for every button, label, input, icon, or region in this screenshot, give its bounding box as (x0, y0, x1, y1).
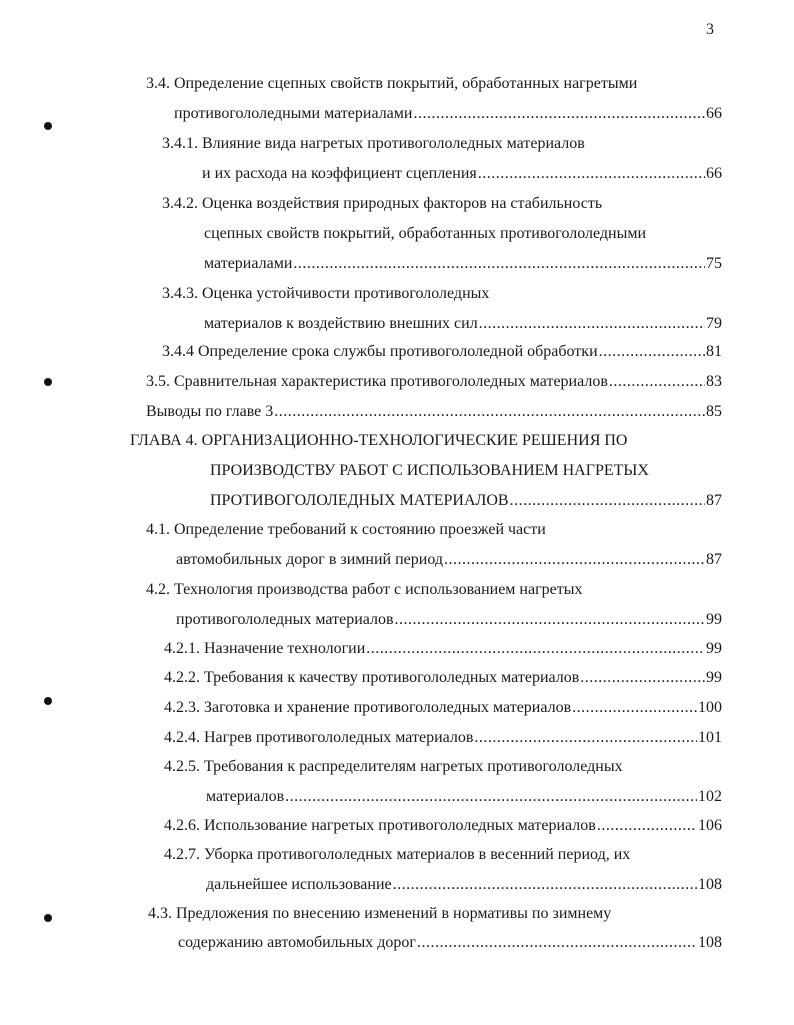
toc-title: 4.2.4. Нагрев противогололедных материалов (164, 729, 474, 746)
toc-line (206, 787, 722, 807)
toc-leader (597, 816, 697, 836)
toc-leader (274, 402, 705, 422)
toc-line (210, 491, 722, 511)
toc-title: 4.2.5. Требования к распределителям нагретых противогололедных (164, 758, 623, 775)
toc-title: 4.2.2. Требования к качеству противогололедных материалов (164, 669, 580, 686)
toc-leader (609, 372, 705, 392)
toc-line (164, 668, 722, 688)
toc-leader (599, 342, 705, 362)
toc-title: 4.2. Технология производства работ с использованием нагретых (146, 581, 583, 598)
toc-line (164, 639, 722, 659)
toc-line (164, 698, 722, 718)
toc-title: материалов к воздействию внешних сил (204, 315, 478, 332)
toc-line (164, 757, 623, 777)
toc-title: 4.2.7. Уборка противогололедных материалов в весенний период, их (164, 846, 631, 863)
toc-page-number: 66 (706, 105, 722, 122)
toc-line (178, 933, 722, 953)
toc-line (164, 816, 722, 836)
toc-title: 4.2.1. Назначение технологии (164, 640, 366, 657)
toc-line (146, 580, 583, 600)
toc-line (162, 342, 722, 362)
toc-title: 3.4.2. Оценка воздействия природных факторов на стабильность (162, 195, 603, 212)
toc-leader (285, 787, 697, 807)
toc-leader (393, 875, 697, 895)
toc-leader (474, 728, 697, 748)
toc-page-number: 101 (698, 729, 722, 746)
toc-line (204, 224, 646, 244)
toc-line (176, 610, 722, 630)
toc-leader (572, 698, 697, 718)
toc-line (204, 254, 722, 274)
toc-leader (395, 610, 705, 630)
toc-title: материалами (204, 255, 293, 272)
toc-chapter-title: ПРОТИВОГОЛОЛЕДНЫХ МАТЕРИАЛОВ (210, 492, 509, 509)
toc-page-number: 81 (706, 343, 722, 360)
toc-leader (478, 164, 705, 184)
toc-leader (366, 639, 705, 659)
toc-title: 4.3. Предложения по внесению изменений в нормативы по зимнему (148, 905, 612, 922)
toc-title: 4.2.6. Использование нагретых противогололедных материалов (164, 817, 596, 834)
toc-page-number: 99 (706, 669, 722, 686)
toc-line (146, 520, 546, 540)
toc-leader (413, 104, 705, 124)
toc-page-number: 75 (706, 255, 722, 272)
toc-leader (417, 933, 697, 953)
toc-page-number: 87 (706, 492, 722, 509)
toc-page-number: 99 (706, 611, 722, 628)
toc-page-number: 99 (706, 640, 722, 657)
toc-line (148, 904, 611, 924)
page-number: 3 (706, 21, 714, 38)
toc-chapter-title: ГЛАВА 4. ОРГАНИЗАЦИОННО-ТЕХНОЛОГИЧЕСКИЕ РЕШЕНИЯ ПО (130, 432, 628, 449)
toc-title: материалов (206, 788, 285, 805)
binder-hole-4 (44, 914, 52, 922)
toc-page-number: 108 (698, 876, 722, 893)
toc-leader (479, 314, 705, 334)
toc-line (164, 845, 630, 865)
toc-line (202, 164, 722, 184)
toc-page-number: 106 (698, 817, 722, 834)
toc-page-number: 87 (706, 551, 722, 568)
toc-page-number: 100 (698, 699, 722, 716)
toc-page-number: 83 (706, 373, 722, 390)
toc-page-number: 79 (706, 315, 722, 332)
toc-leader (293, 254, 705, 274)
toc-title: Выводы по главе 3 (146, 403, 274, 420)
toc-leader (580, 668, 705, 688)
toc-title: 4.2.3. Заготовка и хранение противогололедных материалов (164, 699, 572, 716)
toc-line (162, 194, 602, 214)
toc-title: 4.1. Определение требований к состоянию проезжей части (146, 521, 546, 538)
toc-page-number: 102 (698, 788, 722, 805)
toc-title: дальнейшее использование (206, 876, 392, 893)
toc-line (174, 104, 722, 124)
toc-line (206, 875, 722, 895)
toc-line (146, 372, 722, 392)
toc-line (162, 134, 585, 154)
toc-line (146, 74, 637, 94)
toc-line (164, 728, 722, 748)
binder-hole-3 (44, 697, 52, 705)
toc-title: 3.5. Сравнительная характеристика противогололедных материалов (146, 373, 608, 390)
toc-chapter-title: ПРОИЗВОДСТВУ РАБОТ С ИСПОЛЬЗОВАНИЕМ НАГРЕТЫХ (210, 462, 649, 479)
toc-page-number: 85 (706, 403, 722, 420)
toc-title: 3.4. Определение сцепных свойств покрытий, обработанных нагретыми (146, 75, 638, 92)
toc-line (130, 431, 627, 451)
toc-page-number: 66 (706, 165, 722, 182)
toc-line (210, 461, 649, 481)
toc-title: сцепных свойств покрытий, обработанных противогололедными (204, 225, 647, 242)
toc-page-number: 108 (698, 934, 722, 951)
toc-title: противогололедными материалами (174, 105, 413, 122)
toc-title: противогололедных материалов (176, 611, 394, 628)
binder-hole-2 (44, 378, 52, 386)
toc-line (176, 550, 722, 570)
toc-title: автомобильных дорог в зимний период (176, 551, 444, 568)
toc-leader (444, 550, 705, 570)
toc-title: содержанию автомобильных дорог (178, 934, 416, 951)
binder-hole-1 (44, 122, 52, 130)
toc-leader (510, 491, 705, 511)
toc-title: 3.4.3. Оценка устойчивости противогололедных (162, 285, 490, 302)
toc-title: и их расхода на коэффициент сцепления (202, 165, 477, 182)
toc-line (204, 314, 722, 334)
toc-title: 3.4.4 Определение срока службы противогололедной обработки (162, 343, 598, 360)
toc-title: 3.4.1. Влияние вида нагретых противогололедных материалов (162, 135, 585, 152)
toc-line (162, 284, 489, 304)
toc-line (146, 402, 722, 422)
